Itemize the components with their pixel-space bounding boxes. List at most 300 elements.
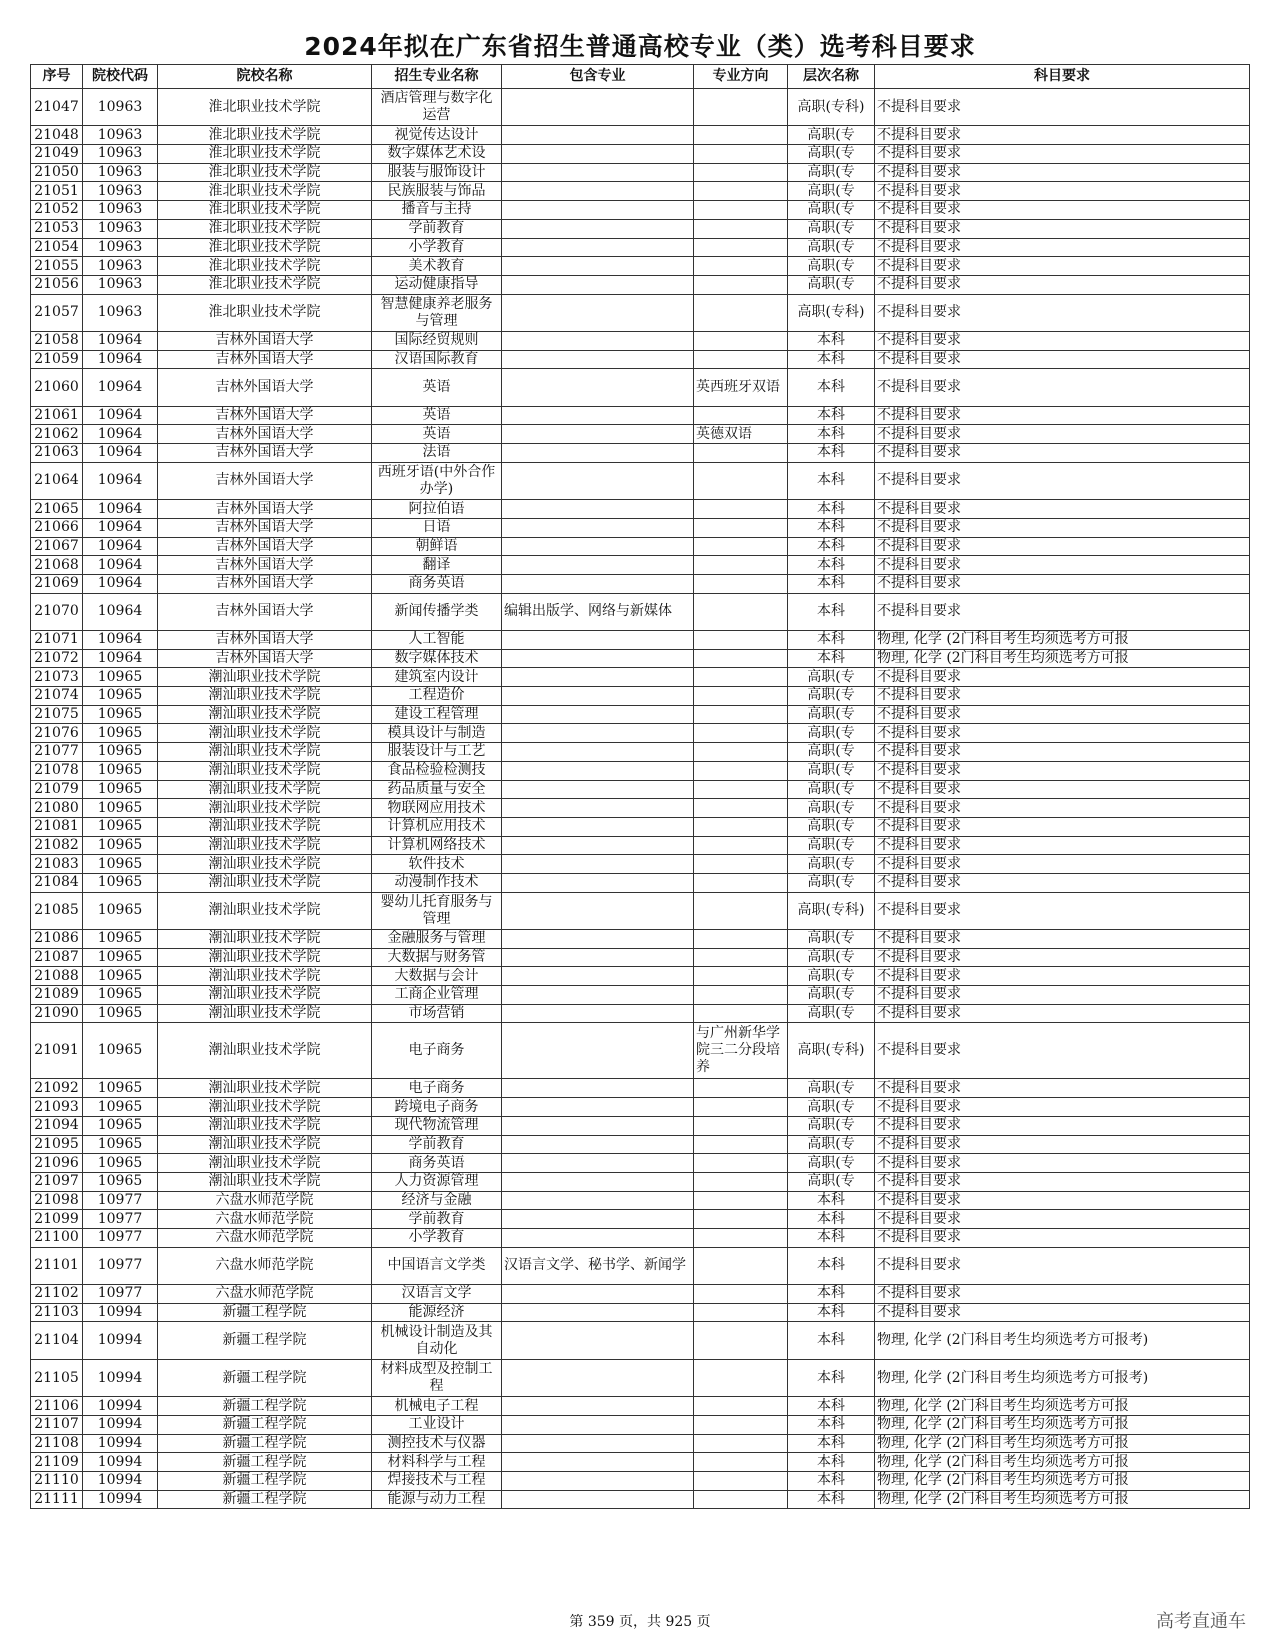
- row-included-majors: [502, 1210, 694, 1229]
- row-school-name: 淮北职业技术学院: [158, 145, 372, 164]
- row-serial: 21074: [31, 687, 83, 706]
- row-school-name: 吉林外国语大学: [158, 406, 372, 425]
- row-school-code: 10965: [83, 855, 158, 874]
- row-major-direction: [694, 500, 788, 519]
- row-major-direction: [694, 182, 788, 201]
- table-row: [31, 1172, 1250, 1191]
- row-major-name: 中国语言文学类: [372, 1247, 502, 1284]
- row-major-name: 物联网应用技术: [372, 799, 502, 818]
- row-major-name: 工程造价: [372, 687, 502, 706]
- row-subject-requirement: 不提科目要求: [875, 724, 1250, 743]
- row-major-direction: [694, 1490, 788, 1509]
- row-included-majors: [502, 649, 694, 668]
- row-major-name: 测控技术与仪器: [372, 1434, 502, 1453]
- row-school-code: 10963: [83, 89, 158, 126]
- row-subject-requirement: 不提科目要求: [875, 462, 1250, 499]
- row-serial: 21077: [31, 743, 83, 762]
- row-level: 高职(专: [788, 219, 875, 238]
- row-level: 高职(专科): [788, 892, 875, 929]
- row-major-name: 婴幼儿托育服务与管理: [372, 892, 502, 929]
- row-serial: 21094: [31, 1116, 83, 1135]
- table-row: [31, 462, 1250, 499]
- row-included-majors: [502, 406, 694, 425]
- row-included-majors: [502, 705, 694, 724]
- row-serial: 21109: [31, 1453, 83, 1472]
- table-row: [31, 1247, 1250, 1284]
- table-row: [31, 1228, 1250, 1247]
- row-included-majors: [502, 201, 694, 220]
- row-subject-requirement: 物理, 化学 (2门科目考生均须选考方可报考): [875, 1359, 1250, 1396]
- row-serial: 21105: [31, 1359, 83, 1396]
- row-school-code: 10963: [83, 163, 158, 182]
- row-school-code: 10964: [83, 593, 158, 630]
- row-school-code: 10965: [83, 1135, 158, 1154]
- row-school-name: 淮北职业技术学院: [158, 182, 372, 201]
- row-level: 本科: [788, 350, 875, 369]
- row-major-name: 机械设计制造及其自动化: [372, 1322, 502, 1359]
- table-row: [31, 593, 1250, 630]
- row-subject-requirement: 不提科目要求: [875, 89, 1250, 126]
- row-included-majors: [502, 1285, 694, 1304]
- row-school-name: 吉林外国语大学: [158, 331, 372, 350]
- row-serial: 21103: [31, 1303, 83, 1322]
- row-school-code: 10964: [83, 631, 158, 650]
- row-included-majors: [502, 1079, 694, 1098]
- row-included-majors: [502, 145, 694, 164]
- row-level: 本科: [788, 462, 875, 499]
- row-level: 高职(专: [788, 743, 875, 762]
- row-school-code: 10977: [83, 1228, 158, 1247]
- row-major-direction: 英德双语: [694, 425, 788, 444]
- row-major-direction: [694, 275, 788, 294]
- row-school-code: 10965: [83, 724, 158, 743]
- row-major-direction: [694, 556, 788, 575]
- row-school-code: 10963: [83, 275, 158, 294]
- row-subject-requirement: 不提科目要求: [875, 743, 1250, 762]
- row-subject-requirement: 不提科目要求: [875, 967, 1250, 986]
- table-row: [31, 724, 1250, 743]
- row-major-direction: [694, 1079, 788, 1098]
- row-level: 本科: [788, 331, 875, 350]
- row-school-name: 潮汕职业技术学院: [158, 1172, 372, 1191]
- row-included-majors: [502, 462, 694, 499]
- table-row: [31, 705, 1250, 724]
- row-serial: 21053: [31, 219, 83, 238]
- table-row: [31, 350, 1250, 369]
- row-level: 本科: [788, 518, 875, 537]
- row-subject-requirement: 不提科目要求: [875, 1228, 1250, 1247]
- table-row: [31, 1322, 1250, 1359]
- row-major-name: 学前教育: [372, 1210, 502, 1229]
- table-row: [31, 873, 1250, 892]
- row-major-direction: [694, 761, 788, 780]
- row-school-name: 新疆工程学院: [158, 1434, 372, 1453]
- row-major-direction: [694, 705, 788, 724]
- row-major-direction: [694, 1135, 788, 1154]
- column-header: 层次名称: [788, 65, 875, 89]
- row-major-name: 模具设计与制造: [372, 724, 502, 743]
- row-major-name: 智慧健康养老服务与管理: [372, 294, 502, 331]
- row-major-name: 电子商务: [372, 1079, 502, 1098]
- row-school-name: 潮汕职业技术学院: [158, 705, 372, 724]
- table-row: [31, 201, 1250, 220]
- row-included-majors: [502, 799, 694, 818]
- row-major-direction: [694, 1004, 788, 1023]
- row-school-code: 10965: [83, 1116, 158, 1135]
- row-school-name: 新疆工程学院: [158, 1322, 372, 1359]
- row-major-name: 工业设计: [372, 1415, 502, 1434]
- row-school-code: 10964: [83, 500, 158, 519]
- row-school-code: 10994: [83, 1490, 158, 1509]
- row-major-direction: [694, 1434, 788, 1453]
- row-serial: 21091: [31, 1023, 83, 1079]
- row-serial: 21067: [31, 537, 83, 556]
- row-subject-requirement: 物理, 化学 (2门科目考生均须选考方可报: [875, 649, 1250, 668]
- row-serial: 21050: [31, 163, 83, 182]
- row-included-majors: [502, 1453, 694, 1472]
- table-row: [31, 986, 1250, 1005]
- row-school-code: 10964: [83, 518, 158, 537]
- row-serial: 21066: [31, 518, 83, 537]
- row-serial: 21058: [31, 331, 83, 350]
- row-school-code: 10965: [83, 705, 158, 724]
- row-school-code: 10963: [83, 219, 158, 238]
- row-major-name: 翻译: [372, 556, 502, 575]
- row-major-direction: [694, 219, 788, 238]
- row-school-name: 潮汕职业技术学院: [158, 761, 372, 780]
- row-school-code: 10994: [83, 1397, 158, 1416]
- row-school-name: 潮汕职业技术学院: [158, 948, 372, 967]
- table-row: [31, 537, 1250, 556]
- table-row: [31, 257, 1250, 276]
- row-subject-requirement: 不提科目要求: [875, 817, 1250, 836]
- row-school-code: 10964: [83, 574, 158, 593]
- row-included-majors: [502, 1303, 694, 1322]
- row-school-code: 10963: [83, 201, 158, 220]
- table-row: [31, 331, 1250, 350]
- row-major-name: 英语: [372, 369, 502, 406]
- row-included-majors: [502, 761, 694, 780]
- row-subject-requirement: 不提科目要求: [875, 1098, 1250, 1117]
- row-major-direction: [694, 873, 788, 892]
- row-school-name: 吉林外国语大学: [158, 518, 372, 537]
- row-school-name: 潮汕职业技术学院: [158, 930, 372, 949]
- table-row: [31, 406, 1250, 425]
- row-school-name: 六盘水师范学院: [158, 1285, 372, 1304]
- row-major-name: 计算机网络技术: [372, 836, 502, 855]
- row-serial: 21069: [31, 574, 83, 593]
- row-school-name: 吉林外国语大学: [158, 425, 372, 444]
- row-school-code: 10964: [83, 444, 158, 463]
- row-school-code: 10965: [83, 1098, 158, 1117]
- row-subject-requirement: 物理, 化学 (2门科目考生均须选考方可报: [875, 1471, 1250, 1490]
- table-row: [31, 649, 1250, 668]
- row-included-majors: [502, 163, 694, 182]
- row-school-code: 10965: [83, 1023, 158, 1079]
- row-school-name: 吉林外国语大学: [158, 444, 372, 463]
- row-major-direction: [694, 574, 788, 593]
- row-subject-requirement: 不提科目要求: [875, 780, 1250, 799]
- row-level: 本科: [788, 1434, 875, 1453]
- row-serial: 21076: [31, 724, 83, 743]
- row-serial: 21059: [31, 350, 83, 369]
- row-serial: 21048: [31, 126, 83, 145]
- row-serial: 21098: [31, 1191, 83, 1210]
- row-major-direction: [694, 1322, 788, 1359]
- row-serial: 21047: [31, 89, 83, 126]
- row-major-name: 焊接技术与工程: [372, 1471, 502, 1490]
- row-major-name: 大数据与财务管: [372, 948, 502, 967]
- row-level: 高职(专: [788, 817, 875, 836]
- row-level: 高职(专: [788, 799, 875, 818]
- row-school-code: 10994: [83, 1434, 158, 1453]
- row-major-name: 食品检验检测技: [372, 761, 502, 780]
- row-subject-requirement: 不提科目要求: [875, 201, 1250, 220]
- row-school-name: 潮汕职业技术学院: [158, 668, 372, 687]
- row-subject-requirement: 不提科目要求: [875, 500, 1250, 519]
- row-included-majors: [502, 986, 694, 1005]
- table-row: [31, 1023, 1250, 1079]
- row-subject-requirement: 不提科目要求: [875, 1191, 1250, 1210]
- row-major-direction: [694, 331, 788, 350]
- row-serial: 21072: [31, 649, 83, 668]
- row-major-direction: [694, 986, 788, 1005]
- row-major-direction: [694, 537, 788, 556]
- row-level: 高职(专: [788, 687, 875, 706]
- row-subject-requirement: 不提科目要求: [875, 294, 1250, 331]
- row-subject-requirement: 不提科目要求: [875, 163, 1250, 182]
- row-serial: 21099: [31, 1210, 83, 1229]
- table-row: [31, 1285, 1250, 1304]
- row-school-name: 潮汕职业技术学院: [158, 986, 372, 1005]
- row-major-direction: [694, 518, 788, 537]
- row-included-majors: [502, 930, 694, 949]
- row-serial: 21049: [31, 145, 83, 164]
- row-serial: 21078: [31, 761, 83, 780]
- table-row: [31, 1004, 1250, 1023]
- row-included-majors: 汉语言文学、秘书学、新闻学: [502, 1247, 694, 1284]
- row-school-code: 10977: [83, 1285, 158, 1304]
- row-level: 本科: [788, 1285, 875, 1304]
- row-level: 高职(专: [788, 761, 875, 780]
- row-included-majors: [502, 668, 694, 687]
- brand-watermark: 高考直通车: [1156, 1611, 1246, 1632]
- row-serial: 21081: [31, 817, 83, 836]
- row-school-code: 10963: [83, 257, 158, 276]
- table-row: [31, 1359, 1250, 1396]
- row-school-name: 潮汕职业技术学院: [158, 743, 372, 762]
- row-school-name: 淮北职业技术学院: [158, 275, 372, 294]
- row-school-code: 10963: [83, 182, 158, 201]
- row-level: 本科: [788, 1471, 875, 1490]
- table-row: [31, 780, 1250, 799]
- row-subject-requirement: 物理, 化学 (2门科目考生均须选考方可报: [875, 1397, 1250, 1416]
- row-school-name: 淮北职业技术学院: [158, 294, 372, 331]
- row-major-name: 工商企业管理: [372, 986, 502, 1005]
- row-major-name: 小学教育: [372, 238, 502, 257]
- row-school-code: 10965: [83, 986, 158, 1005]
- row-included-majors: [502, 89, 694, 126]
- row-school-code: 10965: [83, 817, 158, 836]
- row-serial: 21111: [31, 1490, 83, 1509]
- row-major-name: 英语: [372, 425, 502, 444]
- row-serial: 21056: [31, 275, 83, 294]
- row-level: 高职(专: [788, 275, 875, 294]
- row-level: 本科: [788, 444, 875, 463]
- row-major-direction: [694, 855, 788, 874]
- row-major-direction: [694, 1397, 788, 1416]
- row-serial: 21051: [31, 182, 83, 201]
- row-included-majors: [502, 1098, 694, 1117]
- table-row: [31, 556, 1250, 575]
- row-school-code: 10964: [83, 537, 158, 556]
- page-footer: 第 359 页，共 925 页: [569, 1614, 711, 1630]
- row-included-majors: [502, 724, 694, 743]
- row-subject-requirement: 不提科目要求: [875, 799, 1250, 818]
- row-major-name: 经济与金融: [372, 1191, 502, 1210]
- row-level: 高职(专: [788, 1172, 875, 1191]
- row-major-name: 药品质量与安全: [372, 780, 502, 799]
- row-major-name: 材料成型及控制工程: [372, 1359, 502, 1396]
- row-school-name: 新疆工程学院: [158, 1471, 372, 1490]
- row-serial: 21087: [31, 948, 83, 967]
- table-row: [31, 126, 1250, 145]
- row-serial: 21106: [31, 1397, 83, 1416]
- row-included-majors: [502, 967, 694, 986]
- row-major-name: 材料科学与工程: [372, 1453, 502, 1472]
- row-school-name: 淮北职业技术学院: [158, 238, 372, 257]
- row-level: 高职(专: [788, 182, 875, 201]
- row-level: 本科: [788, 631, 875, 650]
- row-school-code: 10964: [83, 556, 158, 575]
- row-level: 本科: [788, 1322, 875, 1359]
- row-school-name: 吉林外国语大学: [158, 649, 372, 668]
- row-school-code: 10965: [83, 948, 158, 967]
- row-major-direction: [694, 892, 788, 929]
- row-major-direction: [694, 631, 788, 650]
- table-row: [31, 1210, 1250, 1229]
- row-level: 本科: [788, 1415, 875, 1434]
- table-row: [31, 743, 1250, 762]
- row-school-name: 潮汕职业技术学院: [158, 1116, 372, 1135]
- row-school-name: 潮汕职业技术学院: [158, 687, 372, 706]
- row-level: 本科: [788, 1490, 875, 1509]
- row-major-name: 跨境电子商务: [372, 1098, 502, 1117]
- table-row: [31, 930, 1250, 949]
- row-school-name: 吉林外国语大学: [158, 500, 372, 519]
- row-level: 高职(专: [788, 145, 875, 164]
- row-school-code: 10977: [83, 1210, 158, 1229]
- row-major-direction: [694, 201, 788, 220]
- row-school-name: 吉林外国语大学: [158, 593, 372, 630]
- row-included-majors: [502, 1397, 694, 1416]
- table-row: [31, 294, 1250, 331]
- row-major-direction: [694, 948, 788, 967]
- column-header: 招生专业名称: [372, 65, 502, 89]
- row-school-name: 吉林外国语大学: [158, 556, 372, 575]
- row-serial: 21063: [31, 444, 83, 463]
- table-row: [31, 1135, 1250, 1154]
- row-major-direction: [694, 406, 788, 425]
- row-school-name: 六盘水师范学院: [158, 1210, 372, 1229]
- row-included-majors: [502, 1135, 694, 1154]
- row-school-code: 10965: [83, 967, 158, 986]
- row-major-name: 法语: [372, 444, 502, 463]
- row-serial: 21060: [31, 369, 83, 406]
- row-school-code: 10994: [83, 1415, 158, 1434]
- row-school-code: 10965: [83, 687, 158, 706]
- table-row: [31, 948, 1250, 967]
- row-level: 本科: [788, 1228, 875, 1247]
- row-school-code: 10964: [83, 369, 158, 406]
- row-major-direction: [694, 1172, 788, 1191]
- row-included-majors: [502, 1172, 694, 1191]
- row-major-direction: [694, 1228, 788, 1247]
- row-major-name: 酒店管理与数字化运营: [372, 89, 502, 126]
- table-row: [31, 182, 1250, 201]
- row-included-majors: [502, 1191, 694, 1210]
- row-level: 本科: [788, 574, 875, 593]
- row-included-majors: [502, 275, 694, 294]
- row-serial: 21097: [31, 1172, 83, 1191]
- row-subject-requirement: 不提科目要求: [875, 687, 1250, 706]
- row-school-name: 新疆工程学院: [158, 1490, 372, 1509]
- row-major-name: 市场营销: [372, 1004, 502, 1023]
- row-subject-requirement: 不提科目要求: [875, 350, 1250, 369]
- row-subject-requirement: 不提科目要求: [875, 126, 1250, 145]
- row-serial: 21075: [31, 705, 83, 724]
- row-included-majors: [502, 518, 694, 537]
- column-header: 专业方向: [694, 65, 788, 89]
- table-row: [31, 836, 1250, 855]
- row-major-name: 人工智能: [372, 631, 502, 650]
- row-school-code: 10994: [83, 1303, 158, 1322]
- row-major-direction: [694, 89, 788, 126]
- row-serial: 21070: [31, 593, 83, 630]
- row-school-name: 吉林外国语大学: [158, 369, 372, 406]
- row-level: 高职(专: [788, 668, 875, 687]
- row-included-majors: [502, 369, 694, 406]
- row-included-majors: [502, 873, 694, 892]
- table-row: [31, 574, 1250, 593]
- row-subject-requirement: 不提科目要求: [875, 705, 1250, 724]
- row-serial: 21101: [31, 1247, 83, 1284]
- subject-requirements-table: [30, 64, 1250, 1509]
- row-level: 本科: [788, 593, 875, 630]
- row-included-majors: [502, 331, 694, 350]
- row-school-name: 淮北职业技术学院: [158, 126, 372, 145]
- row-level: 高职(专: [788, 873, 875, 892]
- row-major-direction: [694, 294, 788, 331]
- row-major-direction: [694, 257, 788, 276]
- row-school-name: 潮汕职业技术学院: [158, 855, 372, 874]
- row-serial: 21096: [31, 1154, 83, 1173]
- row-major-name: 小学教育: [372, 1228, 502, 1247]
- row-included-majors: [502, 743, 694, 762]
- row-level: 高职(专科): [788, 89, 875, 126]
- row-major-direction: [694, 444, 788, 463]
- table-header: [31, 65, 1250, 89]
- row-included-majors: 编辑出版学、网络与新媒体: [502, 593, 694, 630]
- table-row: [31, 668, 1250, 687]
- table-row: [31, 631, 1250, 650]
- row-level: 高职(专科): [788, 1023, 875, 1079]
- row-major-direction: 英西班牙双语: [694, 369, 788, 406]
- row-included-majors: [502, 425, 694, 444]
- row-subject-requirement: 物理, 化学 (2门科目考生均须选考方可报考): [875, 1322, 1250, 1359]
- row-subject-requirement: 不提科目要求: [875, 1285, 1250, 1304]
- row-serial: 21080: [31, 799, 83, 818]
